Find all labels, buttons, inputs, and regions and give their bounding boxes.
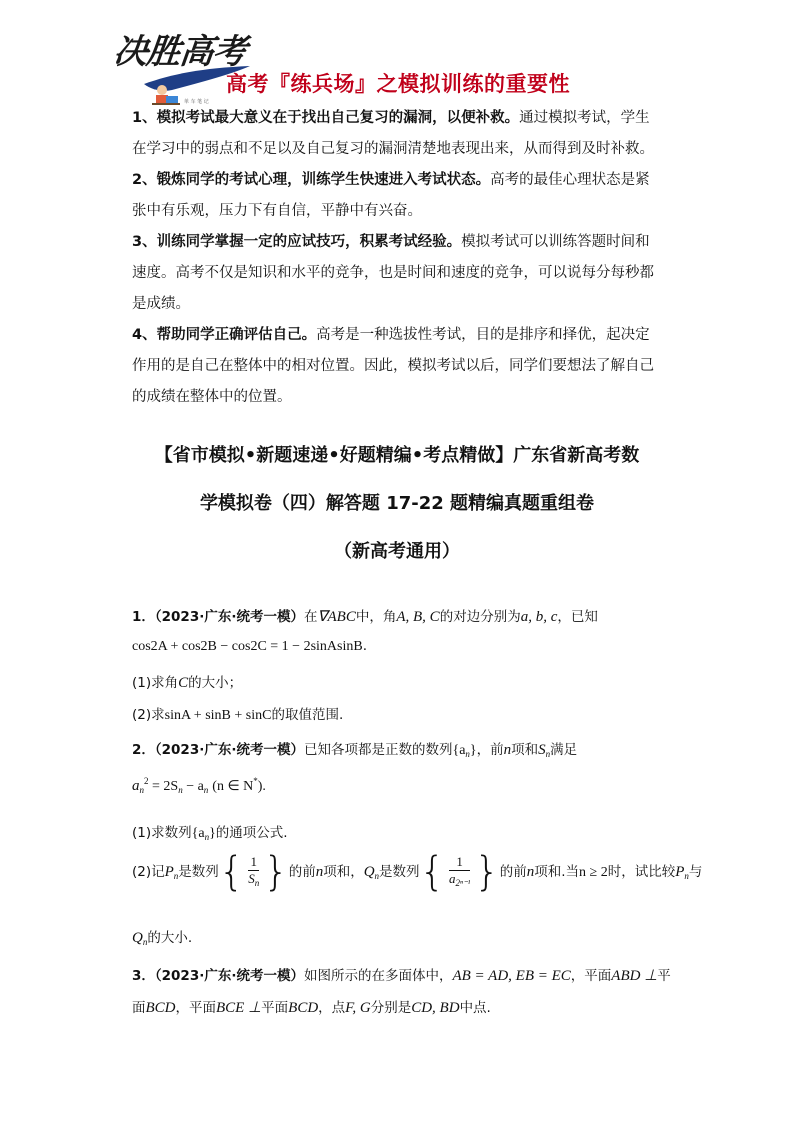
point-4	[132, 320, 672, 413]
q2-source: 2．（2023·广东·统考一模）	[132, 742, 304, 758]
point-3-bold: 3、训练同学掌握一定的应试技巧，积累考试经验。	[132, 234, 462, 250]
q2-eq: a	[132, 778, 140, 794]
point-1	[132, 103, 672, 165]
right-brace: }	[474, 849, 500, 895]
q2-cond: n ≥ 2	[579, 865, 608, 880]
q3-expr: AB = AD, EB = EC	[452, 968, 571, 984]
q3-expr: CD, BD	[411, 1000, 460, 1016]
q2-sub: n	[545, 749, 551, 759]
q1-expr: sinA + sinB + sinC	[164, 708, 272, 723]
q3-expr: BCD	[288, 1000, 319, 1016]
q2-text: 已知各项都是正数的数列	[303, 742, 453, 758]
q2-var: P	[164, 864, 174, 880]
point-1-line-2: 在学习中的弱点和不足以及自己复习的漏洞清楚地表现出来，从而得到及时补救。	[132, 141, 654, 157]
q2-text: 项和	[511, 742, 539, 758]
q2-text: 的大小.	[147, 930, 193, 946]
q2-part-1	[132, 821, 692, 842]
q2-sub: n	[204, 832, 210, 842]
q3-line-2	[132, 996, 692, 1017]
point-2	[132, 165, 672, 227]
left-brace: {	[218, 849, 245, 895]
q1-text: .	[362, 638, 368, 654]
q3-line-1	[132, 964, 692, 985]
q2-seq: }	[469, 743, 477, 758]
q1-source: 1．（2023·广东·统考一模）	[132, 609, 304, 625]
q3-text: ，平面	[570, 968, 612, 984]
q3-expr: BCE ⊥	[216, 1000, 262, 1016]
q2-eq: (n ∈ N	[212, 779, 254, 794]
q1-text: 中，角	[355, 609, 397, 625]
q1-equation: cos2A + cos2B − cos2C = 1 − 2sinAsinB	[132, 639, 363, 654]
point-4-line-1: 高考是一种选拔性考试，目的是排序和择优，起决定	[316, 327, 650, 343]
q1-sides: a, b, c	[520, 609, 558, 625]
q2-var: n	[315, 864, 324, 880]
q3-text: 平面	[261, 1000, 289, 1016]
point-4-line-2: 作用的是自己在整体中的相对位置。因此，模拟考试以后，同学们要想法了解自己	[132, 358, 654, 374]
point-1-bold: 1、模拟考试最大意义在于找出自己复习的漏洞，以便补救。	[132, 110, 520, 126]
point-3-line-3: 是成绩。	[132, 296, 190, 312]
point-2-line-1: 高考的最佳心理状态是紧	[490, 172, 650, 188]
title-line-2: 学模拟卷（四）解答题 17-22 题精编真题重组卷	[199, 493, 595, 514]
q1-triangle: ∇ABC	[317, 609, 356, 625]
q2-var: P	[675, 864, 685, 880]
q2-text: 与	[688, 864, 703, 880]
q2-text: 满足	[550, 742, 578, 758]
logo-text: 决胜高考	[111, 32, 248, 72]
q2-sup: *	[253, 776, 258, 786]
q2-text: ，前	[476, 742, 504, 758]
q2-text: 时，试比较	[607, 864, 676, 880]
point-2-line-2: 张中有乐观，压力下有自信，平静中有兴奋。	[132, 203, 422, 219]
q3-text: 平	[657, 968, 671, 984]
q3-text: 如图所示的在多面体中，	[303, 968, 453, 984]
title-line-1: 【省市模拟•新题速递•好题精编•考点精做】广东省新高考数	[154, 445, 640, 466]
title-line-3: （新高考通用）	[334, 541, 460, 562]
q2-sub: n	[203, 785, 209, 795]
q1-part-2	[132, 703, 692, 724]
q2-text: 是数列	[379, 864, 420, 880]
q1-text: (2)求	[132, 707, 165, 723]
q2-part-2-end: $Q_n$的大小.	[132, 930, 193, 947]
q2-text: 是数列	[178, 864, 219, 880]
q3-expr: ABD ⊥	[611, 968, 658, 984]
q1-var: C	[178, 675, 189, 691]
q1-text: 在	[303, 609, 318, 625]
q2-var: Q	[363, 864, 375, 880]
q2-text: 项和，	[323, 864, 364, 880]
point-4-bold: 4、帮助同学正确评估自己。	[132, 327, 317, 343]
left-brace: {	[419, 849, 445, 895]
right-brace: }	[263, 849, 289, 895]
q2-sub: n	[465, 749, 470, 759]
q1-text: (1)求角	[132, 675, 179, 691]
q1-angles: A, B, C	[396, 609, 440, 625]
point-4-line-3: 的成绩在整体中的位置。	[132, 389, 292, 405]
q3-text: 分别是	[370, 1000, 412, 1016]
fraction-1-over-a: $\frac{1}{a_{2^{n-1}}}$	[449, 853, 471, 888]
q2-var: S	[538, 742, 546, 758]
q2-text: 项和.当	[534, 864, 580, 880]
q2-part-2: (2)记$P_n$是数列{ $\frac{1}{S_n}$ }的前n项和，$Q_n$是数列{ $\frac{1}{a_{2^{n-1}}}$ }的前n项和.当n ≥ 2时，试比较$P_n$与	[132, 849, 703, 895]
q3-expr: BCD	[145, 1000, 176, 1016]
q2-eq: − a	[182, 779, 204, 794]
q1-equation-line	[132, 638, 692, 655]
q1-line-1	[132, 605, 692, 626]
q2-seq: }	[209, 826, 216, 841]
point-3-line-2: 速度。高考不仅是知识和水平的竞争，也是时间和速度的竞争，可以说每分每秒都	[132, 265, 654, 281]
q1-text: 的取值范围.	[271, 707, 344, 723]
q1-part-1	[132, 671, 692, 692]
q2-seq: {a	[191, 826, 205, 841]
q2-text: 的通项公式.	[215, 825, 288, 841]
point-2-bold: 2、锻炼同学的考试心理，训练学生快速进入考试状态。	[132, 172, 491, 188]
banner-heading: 高考『练兵场』之模拟训练的重要性	[226, 72, 570, 96]
q2-sup: 2	[144, 776, 149, 786]
q3-expr: F, G	[345, 1000, 371, 1016]
q2-equation-line	[132, 776, 692, 795]
q2-eq: ).	[257, 779, 266, 794]
q1-text: 的对边分别为	[439, 609, 521, 625]
q2-var: Q	[132, 930, 143, 946]
q2-line-1	[132, 738, 692, 759]
q2-text: (2)记	[132, 864, 165, 880]
q3-text: 面	[132, 1000, 146, 1016]
q1-text: 的大小；	[188, 675, 243, 691]
q3-text: ，平面	[175, 1000, 216, 1016]
q2-sub: n	[139, 785, 144, 795]
q2-text: 的前	[288, 864, 316, 880]
fraction-1-over-S: $\frac{1}{S_n}$	[248, 853, 260, 888]
exam-title	[100, 432, 694, 576]
q2-var: n	[526, 864, 535, 880]
q2-text: 的前	[499, 864, 527, 880]
q3-text: ，点	[318, 1000, 346, 1016]
q2-eq: = 2S	[148, 779, 179, 794]
q1-text: ，已知	[557, 609, 598, 625]
q3-source: 3．（2023·广东·统考一模）	[132, 968, 304, 984]
point-3-line-1: 模拟考试可以训练答题时间和	[461, 234, 650, 250]
q2-sub: n	[178, 785, 183, 795]
logo-subtext: 单 车 笔 记	[184, 99, 209, 105]
point-1-line-1: 通过模拟考试，学生	[519, 110, 650, 126]
q2-seq: {a	[452, 743, 466, 758]
q3-text: 中点.	[459, 1000, 491, 1016]
point-3	[132, 227, 672, 320]
q2-text: (1)求数列	[132, 825, 192, 841]
q2-var: n	[503, 742, 512, 758]
